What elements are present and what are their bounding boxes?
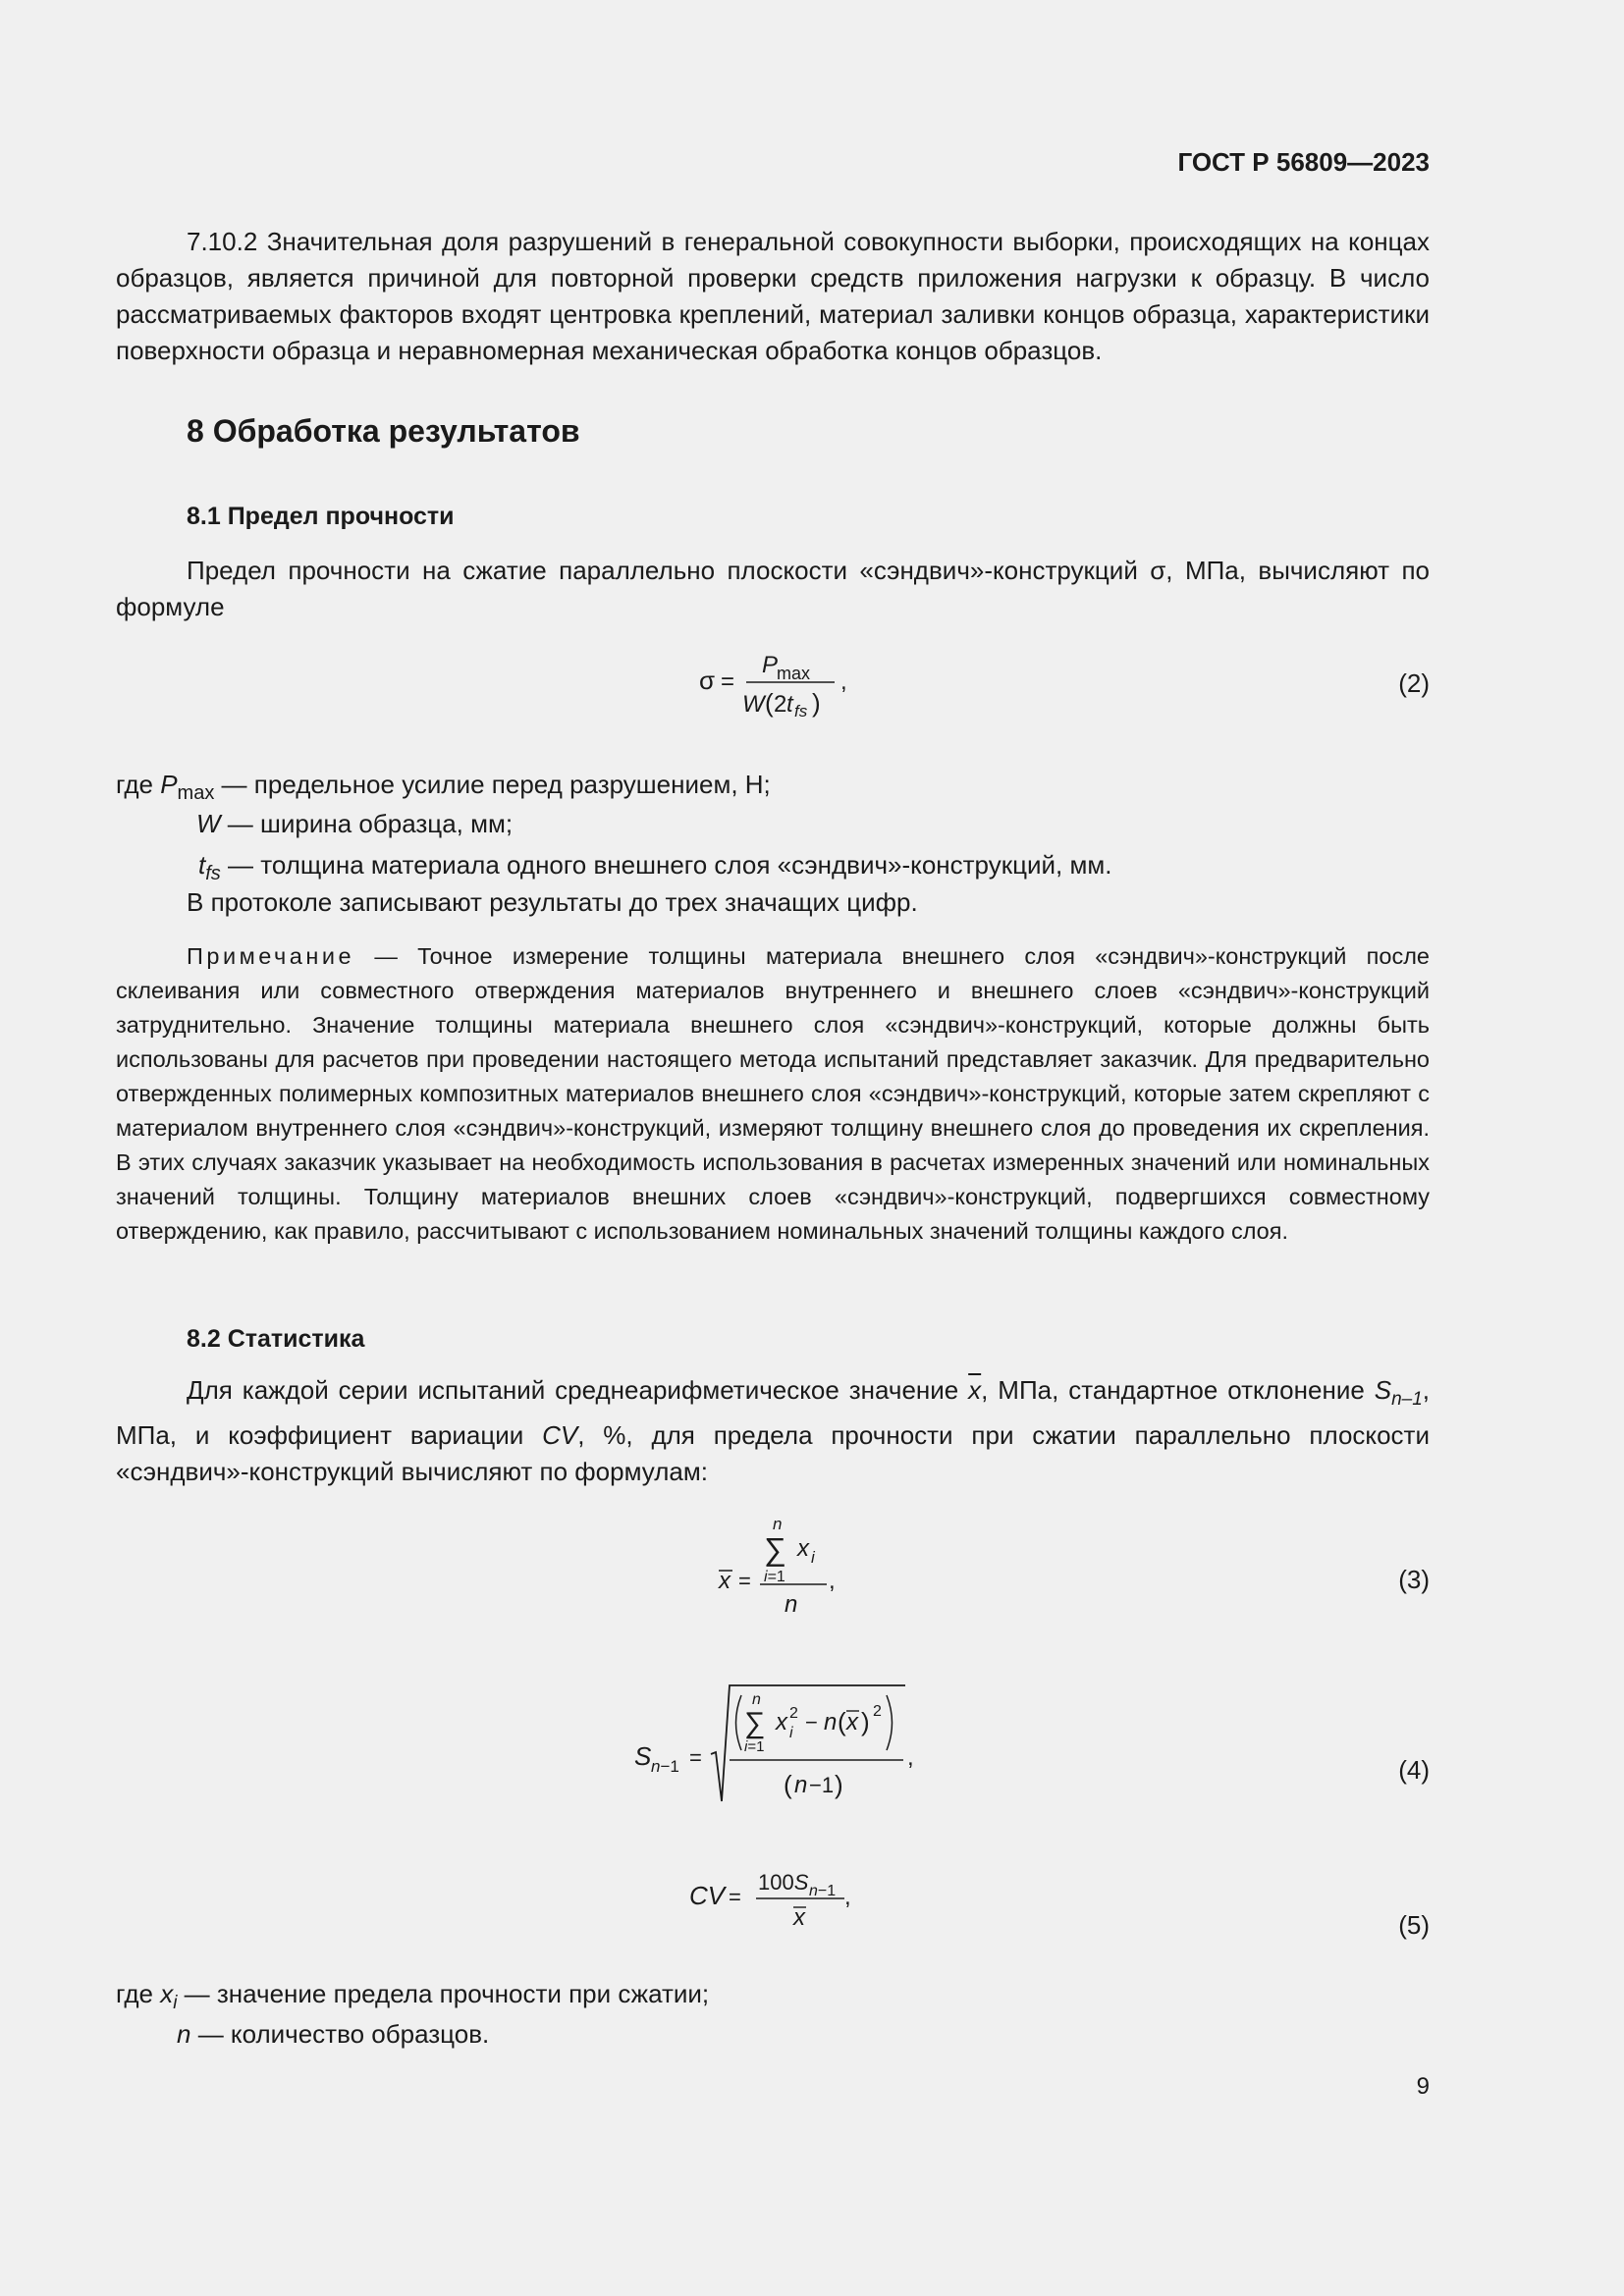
protocol-sentence: В протоколе записывают результаты до трех значащих цифр. <box>187 887 918 917</box>
where-xi-line <box>116 1979 709 2014</box>
svg-text:i=1: i=1 <box>744 1738 765 1755</box>
svg-text:,: , <box>829 1568 836 1594</box>
svg-text:CV: CV <box>689 1881 726 1910</box>
formula-coefficient-of-variation <box>683 1860 880 1939</box>
subsection-8-2-heading: 8.2 Статистика <box>187 1325 365 1353</box>
svg-text:100S: 100S <box>758 1870 809 1895</box>
formula-mean <box>707 1510 884 1620</box>
subsection-8-1-heading: 8.1 Предел прочности <box>187 503 455 530</box>
svg-text:fs: fs <box>794 702 808 721</box>
svg-text:−: − <box>805 1710 818 1735</box>
note-paragraph <box>116 939 1430 1249</box>
svg-text:x: x <box>793 1904 805 1931</box>
page-number: 9 <box>1416 2073 1430 2100</box>
equation-3-number: (3) <box>1398 1565 1430 1594</box>
equation-4-number: (4) <box>1398 1755 1430 1785</box>
var-tfs-description: — толщина материала одного внешнего слоя «сэндвич»-конструкций, мм. <box>220 850 1112 880</box>
svg-text:n−1: n−1 <box>651 1757 679 1776</box>
s-subscript: n–1 <box>1391 1389 1423 1411</box>
svg-text:,: , <box>844 1884 851 1910</box>
var-n-symbol: n <box>177 2019 191 2049</box>
var-x-description: — значение предела прочности при сжатии; <box>177 1979 710 2008</box>
where-n-line <box>177 2019 489 2050</box>
svg-text:2: 2 <box>774 691 787 718</box>
where-prefix: где <box>116 770 153 799</box>
svg-text:x: x <box>776 1709 787 1735</box>
svg-text:=: = <box>689 1745 702 1770</box>
var-pmax-symbol: P <box>160 770 178 799</box>
var-n-description: — количество образцов. <box>190 2019 490 2049</box>
svg-text:i: i <box>789 1725 793 1741</box>
svg-text:=: = <box>721 668 735 695</box>
document-id-header: ГОСТ Р 56809—2023 <box>1177 147 1430 177</box>
svg-text:−1: −1 <box>809 1773 835 1797</box>
formula-standard-deviation <box>628 1674 933 1811</box>
var-x-symbol: x <box>160 1979 174 2008</box>
svg-text:): ) <box>812 688 821 718</box>
svg-text:∑: ∑ <box>764 1531 786 1567</box>
note-label: Примечание <box>187 943 355 969</box>
var-pmax-subscript: max <box>177 782 215 805</box>
var-pmax-description: — предельное усилие перед разрушением, Н; <box>214 770 771 799</box>
where-tfs-line <box>198 850 1111 885</box>
where-pmax-line <box>116 770 771 805</box>
svg-text:n: n <box>773 1515 783 1533</box>
svg-text:n: n <box>785 1591 798 1618</box>
var-x-subscript: i <box>173 1993 178 2014</box>
s-symbol: S <box>1374 1375 1392 1405</box>
svg-text:x: x <box>797 1535 809 1562</box>
svg-text:2: 2 <box>873 1703 882 1720</box>
intro-text-c: , МПа, и коэффициент вариации <box>116 1375 1430 1451</box>
svg-text:W: W <box>742 691 765 718</box>
svg-text:,: , <box>907 1744 914 1771</box>
cv-symbol: CV <box>542 1420 578 1451</box>
note-text: — Точное измерение толщины материала внешнего слоя «сэндвич»-конструкций после склеивания или совместного отверждения материалов внутреннего и внешнего слоев «сэндвич»-конструкций затруднительно. Значение толщины материала внешнего слоя «сэндвич»-конструкций, которые должны быть использованы для расчетов при проведении настоящего метода испытаний представляет заказчик. Для предварительно отвержденных полимерных композитных материалов внешнего слоя «сэндвич»-конструкций, которые затем скрепляют с материалом внутреннего слоя «сэндвич»-конструкций, измеряют толщину внешнего слоя до проведения их скрепления. В этих случаях заказчик указывает на необходимость использования в расчетах измеренных значений или номинальных значений толщины. Толщину материалов внешних слоев «сэндвич»-конструкций, подвергшихся совместному отверждению, как правило, рассчитывают с использованием номинальных значений толщины каждого слоя. <box>116 943 1430 1244</box>
xbar-symbol: $\overline{x}$ <box>968 1375 982 1405</box>
svg-text:n: n <box>794 1772 808 1798</box>
intro-text-d: , %, для предела прочности при сжатии параллельно плоскости «сэндвич»-конструкций вычисляют по формулам: <box>116 1420 1430 1487</box>
section-8-heading: 8 Обработка результатов <box>187 413 580 449</box>
svg-text:n−1: n−1 <box>809 1883 837 1899</box>
svg-text:S: S <box>634 1741 652 1771</box>
statistics-intro-paragraph <box>116 1372 1430 1490</box>
svg-text:n: n <box>752 1691 761 1708</box>
svg-text:i=1: i=1 <box>764 1569 785 1585</box>
var-tfs-subscript: fs <box>205 863 221 885</box>
svg-text:σ: σ <box>699 666 716 695</box>
var-w-symbol: W <box>196 809 221 838</box>
svg-text:(: ( <box>838 1707 846 1736</box>
svg-text:max: max <box>777 664 811 683</box>
intro-text-a: Для каждой серии испытаний среднеарифметическое значение <box>187 1375 969 1405</box>
svg-text:(: ( <box>784 1770 792 1799</box>
where-w-line <box>196 809 513 839</box>
svg-text:t: t <box>786 691 793 718</box>
svg-text:(: ( <box>765 688 774 718</box>
svg-text:P: P <box>762 652 779 678</box>
svg-text:=: = <box>729 1885 741 1909</box>
formula-strength <box>687 643 884 721</box>
svg-text:2: 2 <box>789 1705 798 1722</box>
svg-text:): ) <box>861 1707 870 1736</box>
svg-text:∑: ∑ <box>744 1707 766 1739</box>
paragraph-7-10-2: 7.10.2 Значительная доля разрушений в генеральной совокупности выборки, происходящих на концах образцов, является причиной для повторной проверки средств приложения нагрузки к образцу. В число рассматриваемых факторов входят центровка креплений, материал заливки концов образца, характеристики поверхности образца и неравномерная механическая обработка концов образцов. <box>116 227 1430 365</box>
svg-text:x: x <box>846 1709 858 1735</box>
intro-text-b: , МПа, стандартное отклонение <box>981 1375 1375 1405</box>
svg-text:i: i <box>811 1548 815 1567</box>
var-w-description: — ширина образца, мм; <box>220 809 514 838</box>
equation-2-number: (2) <box>1398 668 1430 698</box>
svg-text:,: , <box>840 668 847 695</box>
svg-text:n: n <box>824 1709 838 1735</box>
equation-5-number: (5) <box>1398 1910 1430 1940</box>
svg-text:): ) <box>835 1770 843 1799</box>
svg-text:=: = <box>738 1569 751 1593</box>
where-prefix-2: где <box>116 1979 153 2008</box>
svg-text:x: x <box>719 1568 731 1594</box>
strength-intro-paragraph: Предел прочности на сжатие параллельно плоскости «сэндвич»-конструкций σ, МПа, вычисляют по формуле <box>116 556 1430 621</box>
var-tfs-symbol: t <box>198 850 206 880</box>
